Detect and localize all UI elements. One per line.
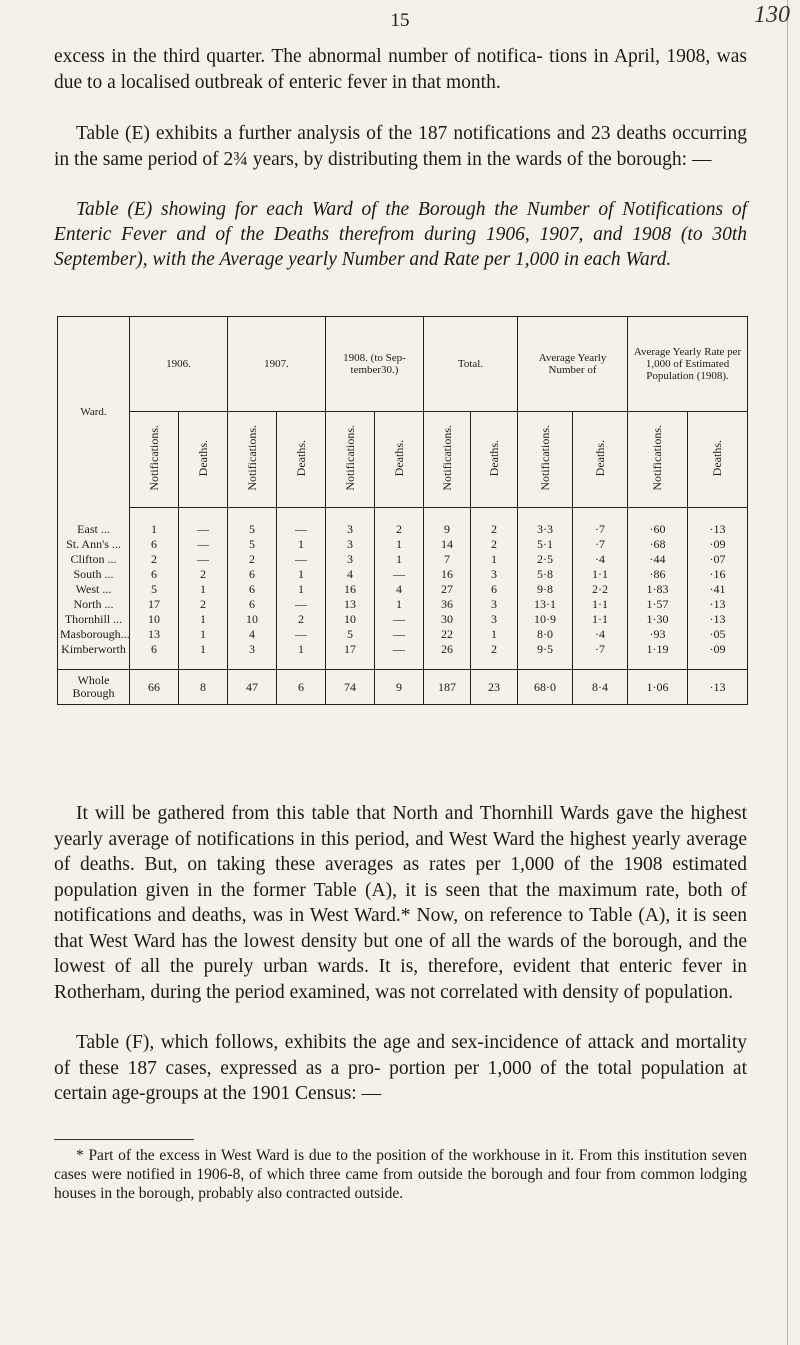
- table-cell: 10·9: [518, 612, 573, 627]
- table-cell: 3: [471, 612, 518, 627]
- table-row: [58, 508, 748, 538]
- handwritten-annotation: 130: [754, 2, 790, 28]
- table-cell: ·07: [688, 552, 748, 567]
- table-cell: 30: [424, 612, 471, 627]
- table-row: [58, 537, 748, 552]
- table-cell: 5·1: [518, 537, 573, 552]
- table-cell: 1·1: [573, 612, 628, 627]
- table-row: [58, 597, 748, 612]
- table-cell: 6: [228, 582, 277, 597]
- paragraph-table-e-intro: Table (E) exhibits a further analysis of the 187 notifications and 23 deaths occurring in the same period of 2¾ years, by distributing them in the wards of the borough: —: [54, 123, 747, 170]
- ward-name: Kimberworth: [58, 642, 130, 670]
- footnote: * Part of the excess in West Ward is due to the position of the workhouse in it. From this institution seven cases were notified in 1906-8, of which three came from outside the borough and four from common lodging houses in the borough, probably also contracted outside.: [54, 1147, 747, 1202]
- table-cell: ·86: [628, 567, 688, 582]
- table-cell: 8·4: [573, 670, 628, 705]
- ward-rows: [58, 508, 748, 670]
- table-cell: 16: [424, 567, 471, 582]
- table-cell: 1·19: [628, 642, 688, 670]
- table-cell: ·93: [628, 627, 688, 642]
- table-cell: —: [375, 627, 424, 642]
- table-cell: ·13: [688, 670, 748, 705]
- table-cell: 1·1: [573, 567, 628, 582]
- table-row: [58, 582, 748, 597]
- table-cell: 2: [179, 597, 228, 612]
- table-cell: ·68: [628, 537, 688, 552]
- table-cell: 68·0: [518, 670, 573, 705]
- table-cell: 4: [375, 582, 424, 597]
- table-cell: 10: [130, 612, 179, 627]
- ward-column-header: Ward.: [58, 317, 130, 508]
- header-average-rate: Average Yearly Rate per 1,000 of Estimated Population (1908).: [628, 317, 748, 412]
- table-cell: 2: [375, 508, 424, 538]
- table-row: [58, 642, 748, 670]
- table-cell: ·7: [573, 537, 628, 552]
- page-number: 15: [390, 10, 410, 31]
- table-cell: 27: [424, 582, 471, 597]
- table-header-groups: [58, 317, 748, 412]
- table-cell: 2: [277, 612, 326, 627]
- table-cell: 5: [228, 537, 277, 552]
- header-1907: 1907.: [228, 317, 326, 412]
- table-cell: 6: [228, 567, 277, 582]
- table-cell: 9·8: [518, 582, 573, 597]
- table-cell: 6: [130, 537, 179, 552]
- table-cell: —: [277, 508, 326, 538]
- table-cell: —: [277, 597, 326, 612]
- table-cell: 47: [228, 670, 277, 705]
- subheader-deaths: Deaths.: [688, 412, 748, 508]
- table-cell: 1: [179, 627, 228, 642]
- footnote-divider: [54, 1139, 194, 1140]
- table-cell: 4: [326, 567, 375, 582]
- table-cell: 3: [471, 597, 518, 612]
- table-header-subcolumns: [58, 412, 748, 508]
- table-cell: 6: [130, 642, 179, 670]
- table-cell: 1·30: [628, 612, 688, 627]
- ward-name: South ...: [58, 567, 130, 582]
- table-cell: —: [179, 552, 228, 567]
- table-cell: ·7: [573, 508, 628, 538]
- ward-name: Clifton ...: [58, 552, 130, 567]
- table-cell: 10: [228, 612, 277, 627]
- subheader-deaths: Deaths.: [573, 412, 628, 508]
- table-cell: 1·1: [573, 597, 628, 612]
- table-cell: 1: [375, 597, 424, 612]
- table-cell: 3: [326, 537, 375, 552]
- table-cell: 10: [326, 612, 375, 627]
- table-cell: 3: [326, 508, 375, 538]
- table-cell: 1: [179, 642, 228, 670]
- table-cell: 5: [228, 508, 277, 538]
- table-cell: 36: [424, 597, 471, 612]
- table-cell: 1: [277, 537, 326, 552]
- table-cell: 3: [471, 567, 518, 582]
- paragraph-excess: excess in the third quarter. The abnormal number of notifica- tions in April, 1908, was due to a localised outbreak of enteric fever in that month.: [54, 46, 747, 93]
- table-cell: 1·57: [628, 597, 688, 612]
- subheader-deaths: Deaths.: [179, 412, 228, 508]
- table-cell: 3: [228, 642, 277, 670]
- table-cell: ·13: [688, 597, 748, 612]
- ward-name: East ...: [58, 508, 130, 538]
- table-cell: 1: [471, 627, 518, 642]
- table-cell: 3·3: [518, 508, 573, 538]
- table-cell: 23: [471, 670, 518, 705]
- table-cell: 1: [277, 582, 326, 597]
- table-cell: ·16: [688, 567, 748, 582]
- table-cell: 8: [179, 670, 228, 705]
- table-cell: ·13: [688, 508, 748, 538]
- table-cell: 14: [424, 537, 471, 552]
- table-cell: 3: [326, 552, 375, 567]
- table-cell: ·09: [688, 642, 748, 670]
- table-cell: 2: [471, 508, 518, 538]
- table-row: [58, 612, 748, 627]
- table-cell: 2·2: [573, 582, 628, 597]
- table-cell: —: [277, 627, 326, 642]
- table-cell: 5: [326, 627, 375, 642]
- table-cell: 1: [130, 508, 179, 538]
- table-cell: 13: [130, 627, 179, 642]
- table-cell: 1: [179, 612, 228, 627]
- table-cell: ·05: [688, 627, 748, 642]
- table-cell: 1·06: [628, 670, 688, 705]
- table-row: [58, 552, 748, 567]
- table-cell: 22: [424, 627, 471, 642]
- table-cell: ·4: [573, 627, 628, 642]
- table-cell: 13·1: [518, 597, 573, 612]
- table-cell: 5·8: [518, 567, 573, 582]
- header-1906: 1906.: [130, 317, 228, 412]
- table-cell: 17: [130, 597, 179, 612]
- subheader-notifications: Notifications.: [518, 412, 573, 508]
- page-edge-line: [787, 0, 788, 1345]
- paragraph-table-f-intro: Table (F), which follows, exhibits the age and sex-incidence of attack and mortality of these 187 cases, expressed as a pro- portion per 1,000 of the total population at certain age-groups at the 1901 Census: —: [54, 1032, 747, 1104]
- subheader-notifications: Notifications.: [130, 412, 179, 508]
- paragraph-findings: It will be gathered from this table that North and Thornhill Wards gave the highest yearly average of notifications in this period, and West Ward the highest yearly average of deaths. But, on taking these averages as rates per 1,000 of the 1908 estimated population given in the former Table (A), it is seen that the maximum rate, both of notifications and deaths, was in West Ward.* Now, on reference to Table (A), it is seen that West Ward has the lowest density but one of all the wards of the borough, and the lowest of all the purely urban wards. It is, therefore, evident that enteric fever in Rotherham, during the period examined, was not correlated with density of population.: [54, 803, 747, 1003]
- ward-name: Thornhill ...: [58, 612, 130, 627]
- table-cell: 187: [424, 670, 471, 705]
- table-cell: —: [375, 567, 424, 582]
- ward-name: St. Ann's ...: [58, 537, 130, 552]
- table-cell: 1: [277, 642, 326, 670]
- table-cell: ·09: [688, 537, 748, 552]
- table-cell: 1: [375, 537, 424, 552]
- table-cell: 66: [130, 670, 179, 705]
- table-cell: 6: [471, 582, 518, 597]
- table-cell: 1: [375, 552, 424, 567]
- table-cell: 7: [424, 552, 471, 567]
- table-cell: 16: [326, 582, 375, 597]
- subheader-notifications: Notifications.: [326, 412, 375, 508]
- table-cell: 4: [228, 627, 277, 642]
- table-row: [58, 567, 748, 582]
- subheader-deaths: Deaths.: [471, 412, 518, 508]
- table-cell: —: [179, 537, 228, 552]
- table-cell: ·44: [628, 552, 688, 567]
- table-row: [58, 627, 748, 642]
- table-cell: 2·5: [518, 552, 573, 567]
- ward-name: West ...: [58, 582, 130, 597]
- table-cell: 2: [228, 552, 277, 567]
- subheader-deaths: Deaths.: [375, 412, 424, 508]
- table-cell: —: [277, 552, 326, 567]
- ward-name: North ...: [58, 597, 130, 612]
- table-cell: 9: [375, 670, 424, 705]
- table-cell: 8·0: [518, 627, 573, 642]
- table-cell: 6: [228, 597, 277, 612]
- header-average-number: Average Yearly Number of: [518, 317, 628, 412]
- table-cell: 5: [130, 582, 179, 597]
- table-cell: 1: [277, 567, 326, 582]
- table-cell: 6: [277, 670, 326, 705]
- subheader-notifications: Notifications.: [628, 412, 688, 508]
- table-cell: 13: [326, 597, 375, 612]
- table-cell: 74: [326, 670, 375, 705]
- subheader-notifications: Notifications.: [228, 412, 277, 508]
- table-cell: 2: [130, 552, 179, 567]
- table-cell: —: [179, 508, 228, 538]
- table-cell: ·13: [688, 612, 748, 627]
- table-cell: 17: [326, 642, 375, 670]
- total-row-label: Whole Borough: [58, 670, 130, 705]
- table-cell: 1·83: [628, 582, 688, 597]
- table-cell: ·7: [573, 642, 628, 670]
- ward-enteric-fever-table: [57, 316, 748, 705]
- table-cell: 1: [179, 582, 228, 597]
- table-cell: —: [375, 642, 424, 670]
- table-caption: Table (E) showing for each Ward of the Borough the Number of Notifications of Enteric Fever and of the Deaths therefrom during 1906, 1907, and 1908 (to 30th September), with the Average yearly Number and Rate per 1,000 in each Ward.: [54, 199, 747, 270]
- total-row: [58, 670, 748, 705]
- table-cell: 6: [130, 567, 179, 582]
- table-cell: 2: [179, 567, 228, 582]
- header-1908: 1908. (to Sep- tember30.): [326, 317, 424, 412]
- table-cell: 2: [471, 537, 518, 552]
- subheader-notifications: Notifications.: [424, 412, 471, 508]
- table-cell: 9: [424, 508, 471, 538]
- subheader-deaths: Deaths.: [277, 412, 326, 508]
- table-cell: 26: [424, 642, 471, 670]
- header-total: Total.: [424, 317, 518, 412]
- ward-name: Masborough...: [58, 627, 130, 642]
- table-cell: 2: [471, 642, 518, 670]
- table-cell: ·60: [628, 508, 688, 538]
- table-cell: ·4: [573, 552, 628, 567]
- table-cell: ·41: [688, 582, 748, 597]
- table-cell: 9·5: [518, 642, 573, 670]
- table-cell: —: [375, 612, 424, 627]
- table-cell: 1: [471, 552, 518, 567]
